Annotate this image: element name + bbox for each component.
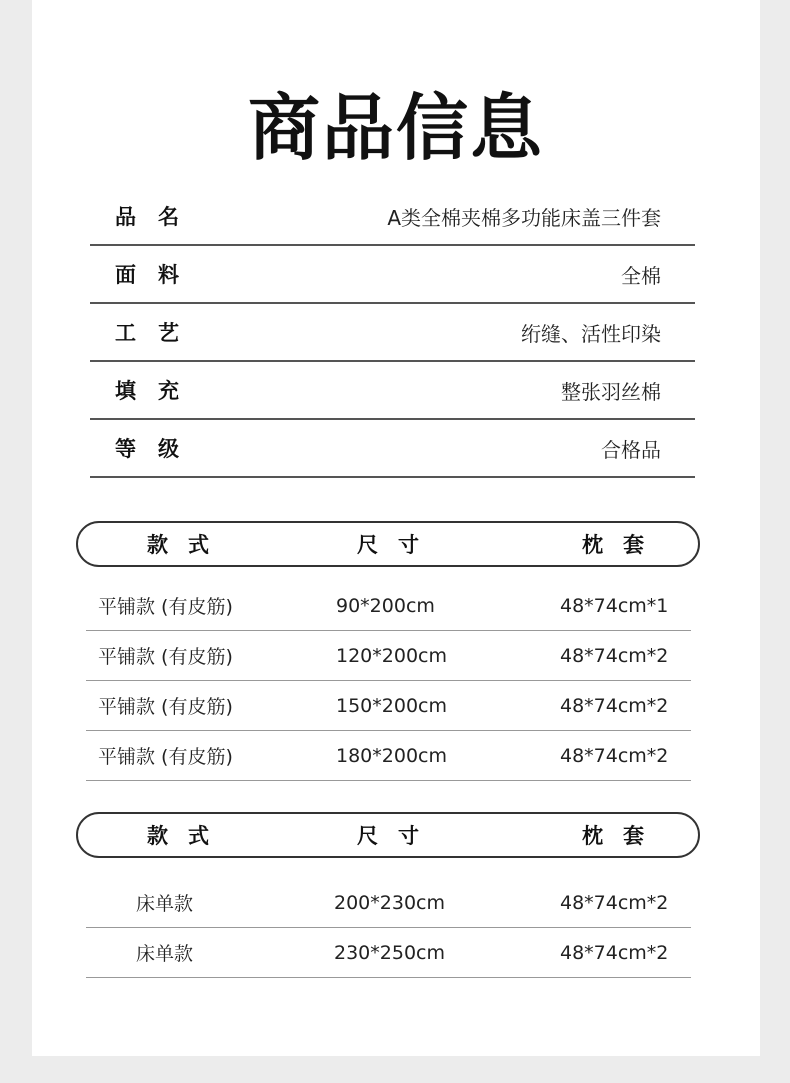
info-row-filling xyxy=(90,362,695,420)
info-label: 面料 xyxy=(115,263,201,287)
info-row-fabric xyxy=(90,246,695,304)
cell-size: 150*200cm xyxy=(336,694,447,717)
cell-pillowcase: 48*74cm*2 xyxy=(560,891,669,914)
table-row xyxy=(86,928,691,978)
cell-style: 平铺款 (有皮筋) xyxy=(98,596,233,618)
cell-style: 平铺款 (有皮筋) xyxy=(98,646,233,668)
header-pillowcase: 枕套 xyxy=(582,533,664,557)
table1-header xyxy=(76,521,700,567)
info-value: 全棉 xyxy=(621,263,661,288)
cell-style: 平铺款 (有皮筋) xyxy=(98,746,233,768)
header-style: 款式 xyxy=(147,533,229,557)
cell-style: 平铺款 (有皮筋) xyxy=(98,696,233,718)
cell-pillowcase: 48*74cm*2 xyxy=(560,694,669,717)
cell-pillowcase: 48*74cm*2 xyxy=(560,744,669,767)
info-row-craft xyxy=(90,304,695,362)
cell-size: 120*200cm xyxy=(336,644,447,667)
info-value: 整张羽丝棉 xyxy=(561,379,661,404)
cell-size: 200*230cm xyxy=(334,891,445,914)
cell-pillowcase: 48*74cm*2 xyxy=(560,941,669,964)
info-row-name xyxy=(90,188,695,246)
header-size: 尺寸 xyxy=(357,533,439,557)
info-label: 填充 xyxy=(115,379,201,403)
info-row-grade xyxy=(90,420,695,478)
cell-size: 90*200cm xyxy=(336,594,435,617)
product-info-card xyxy=(32,0,760,1056)
cell-pillowcase: 48*74cm*1 xyxy=(560,594,669,617)
table-row xyxy=(86,681,691,731)
cell-size: 230*250cm xyxy=(334,941,445,964)
info-label: 品名 xyxy=(115,205,201,229)
info-value: A类全棉夹棉多功能床盖三件套 xyxy=(387,205,661,230)
header-style: 款式 xyxy=(147,824,229,848)
table-row xyxy=(86,731,691,781)
page-title: 商品信息 xyxy=(247,86,544,170)
table-row xyxy=(86,878,691,928)
info-value: 绗缝、活性印染 xyxy=(521,321,661,346)
header-pillowcase: 枕套 xyxy=(582,824,664,848)
info-label: 工艺 xyxy=(115,321,201,345)
info-label: 等级 xyxy=(115,437,201,461)
table-row xyxy=(86,581,691,631)
info-value: 合格品 xyxy=(601,437,661,462)
table2-header xyxy=(76,812,700,858)
table-row xyxy=(86,631,691,681)
header-size: 尺寸 xyxy=(357,824,439,848)
cell-size: 180*200cm xyxy=(336,744,447,767)
cell-style: 床单款 xyxy=(136,943,194,965)
cell-pillowcase: 48*74cm*2 xyxy=(560,644,669,667)
cell-style: 床单款 xyxy=(136,893,194,915)
